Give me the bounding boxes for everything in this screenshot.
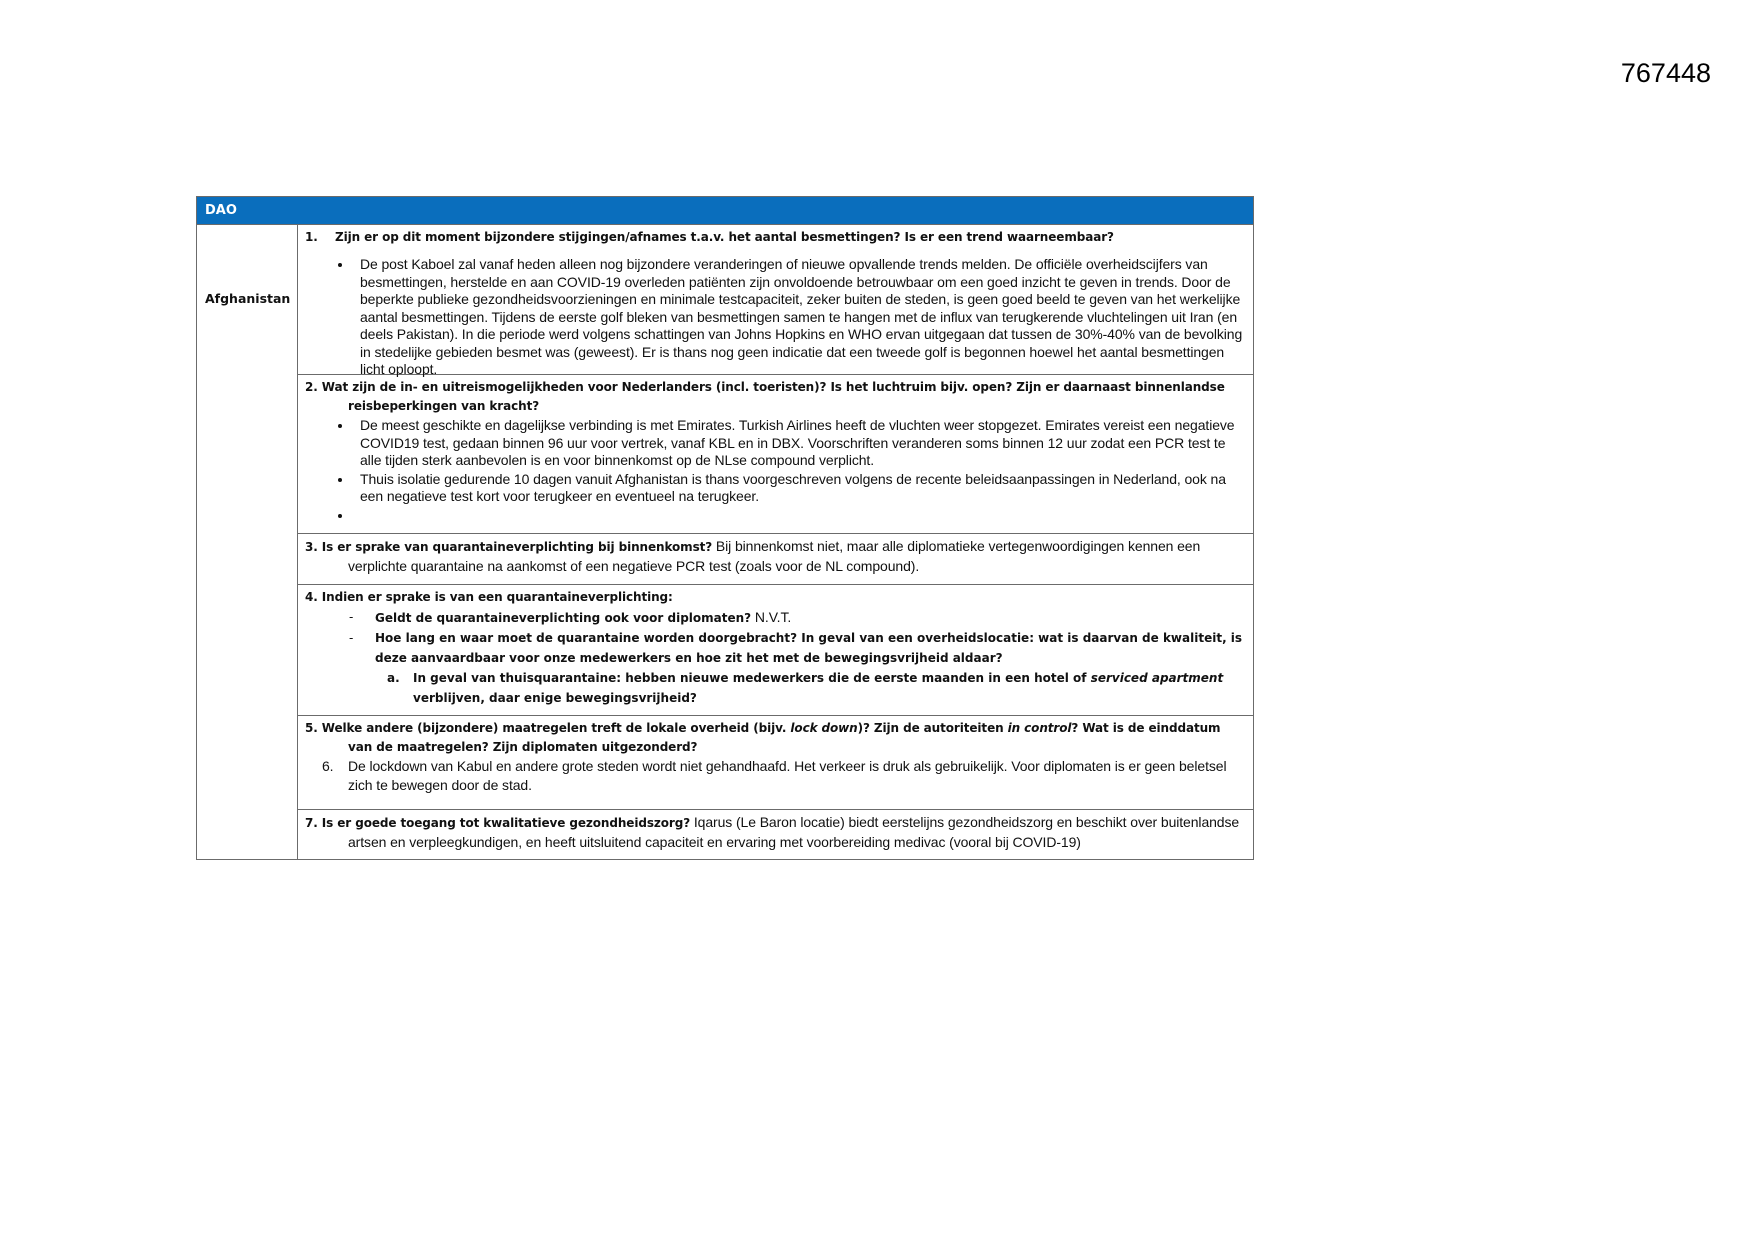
question-3 — [305, 537, 1245, 577]
bullet-icon — [338, 478, 342, 482]
list-item: De meest geschikte en dagelijkse verbinding is met Emirates. Turkish Airlines heeft de vluchten weer stopgezet. Emirates vereist een negatieve COVID19 test, gedaan binnen 96 uur voor vertrek, vanaf KBL en in DBX. Voorschriften veranderen soms binnen 12 uur zodat een PCR test te alle tijden sterk aanbevolen is en voor binnenkomst op de NLse compound verplicht. — [305, 417, 1245, 470]
answer-5-list — [305, 757, 1245, 795]
question-4: 4. Indien er sprake is van een quarantaineverplichting: — [305, 590, 673, 604]
bullet-icon — [338, 424, 342, 428]
question-4-sublist — [305, 668, 1245, 708]
question-1 — [305, 228, 1245, 247]
list-item: a. In geval van thuisquarantaine: hebben nieuwe medewerkers die de eerste maanden in een hotel of serviced apartment verblijven, daar enige bewegingsvrijheid? — [387, 671, 1224, 705]
question-7-text: 7. Is er goede toegang tot kwalitatieve gezondheidszorg? — [305, 816, 691, 830]
question-1-text: Zijn er op dit moment bijzondere stijgingen/afnames t.a.v. het aantal besmettingen? Is er een trend waarneembaar? — [335, 230, 1114, 244]
question-7 — [305, 813, 1245, 853]
question-3-text: 3. Is er sprake van quarantaineverplichting bij binnenkomst? — [305, 540, 713, 554]
question-row-3 — [298, 534, 1253, 585]
question-row-2 — [298, 375, 1253, 534]
list-item — [305, 507, 1245, 525]
answer-2-list — [305, 417, 1245, 524]
question-4-list — [305, 607, 1245, 668]
country-column — [197, 225, 298, 859]
country-label: Afghanistan — [205, 291, 291, 306]
document-number: 767448 — [1620, 58, 1711, 88]
question-row-1 — [298, 225, 1253, 375]
table-body — [197, 225, 1253, 859]
list-item: De post Kaboel zal vanaf heden alleen nog bijzondere veranderingen of nieuwe opvallende trends melden. De officiële overheidscijfers van besmettingen, herstelde en aan COVID-19 overleden patiënten zijn onvoldoende betrouwbaar om een goed inzicht te geven in trends. Door de beperkte publieke gezondheidsvoorzieningen en minimale testcapaciteit, zeker buiten de steden, is geen goed beeld te geven van het werkelijke aantal besmettingen. Tijdens de eerste golf bleken van besmettingen samen te hangen met de influx van terugkerende vluchtelingen uit Iran (en deels Pakistan). In die periode werd volgens schattingen van Johns Hopkins en WHO ervan uitgegaan dat tussen de 30%-40% van de bevolking in stedelijke gebieden besmet was (geweest). Er is thans nog geen indicatie dat een tweede golf is begonnen hoewel het aantal besmettingen licht oploopt. — [305, 256, 1245, 379]
list-item: - Geldt de quarantaineverplichting ook voor diplomaten? N.V.T. — [349, 609, 792, 625]
question-rows — [298, 225, 1253, 859]
answer-7-text: Iqarus (Le Baron locatie) biedt eerstelijns gezondheidszorg en beschikt over buitenlandse artsen en verpleegkundigen, en heeft uitsluitend capaciteit en ervaring met voorbereiding medivac (vooral bij COVID-19) — [348, 814, 1240, 850]
answer-1-list — [305, 256, 1245, 379]
question-2: 2. Wat zijn de in- en uitreismogelijkheden voor Nederlanders (incl. toeristen)? Is het luchtruim bijv. open? Zijn er daarnaast binnenlandse reisbeperkingen van kracht? — [305, 380, 1225, 413]
question-row-7 — [298, 810, 1253, 859]
table-header: DAO — [197, 197, 1253, 225]
question-1-number: 1. — [305, 230, 318, 244]
bullet-icon — [338, 263, 342, 267]
question-row-4 — [298, 585, 1253, 716]
answer-3-text: Bij binnenkomst niet, maar alle diplomatieke vertegenwoordigingen kennen een verplichte quarantaine na aankomst of een negatieve PCR test (zoals voor de NL compound). — [348, 538, 1201, 574]
list-item: 6. De lockdown van Kabul en andere grote steden wordt niet gehandhaafd. Het verkeer is druk als gebruikelijk. Voor diplomaten is er geen beletsel zich te bewegen door de stad. — [322, 758, 1227, 793]
question-5: 5. Welke andere (bijzondere) maatregelen treft de lokale overheid (bijv. lock down)? Zijn de autoriteiten in control? Wat is de einddatum van de maatregelen? Zijn diplomaten uitgezonderd? — [305, 721, 1221, 754]
list-item: - Hoe lang en waar moet de quarantaine worden doorgebracht? In geval van een overheidslocatie: wat is daarvan de kwaliteit, is deze aanvaardbaar voor onze medewerkers en hoe zit het met de bewegingsvrijheid aldaar? — [349, 631, 1243, 665]
list-item: Thuis isolatie gedurende 10 dagen vanuit Afghanistan is thans voorgeschreven volgens de recente beleidsaanpassingen in Nederland, ook na een negatieve test kort voor terugkeer en eventueel na terugkeer. — [305, 471, 1245, 506]
dao-table — [196, 196, 1254, 860]
bullet-icon — [338, 514, 342, 518]
question-row-5 — [298, 716, 1253, 810]
